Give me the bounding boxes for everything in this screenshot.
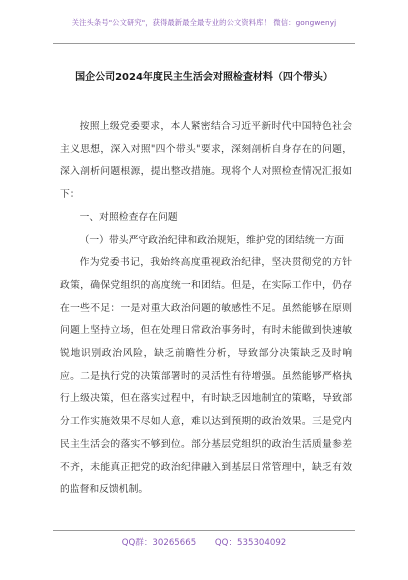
header-note: 关注头条号"公文研究"，获得最新最全最专业的公文资料库！ 微信：gongwenyj bbox=[71, 18, 337, 27]
body-paragraph: 作为党委书记，我始终高度重视政治纪律，坚决贯彻党的方针政策，确保党组织的高度统一和团结。但是，在实际工作中，仍存在一些不足：一是对重大政治问题的敏感性不足。虽然能够在原则问题上坚持立场，但在处理日常政治事务时，有时未能做到快速敏锐地识别政治风险，缺乏前瞻性分析，导致部分决策缺乏及时响应。二是执行党的决策部署时的灵活性有待增强。虽然能够严格执行上级决策，但在落实过程中，有时缺乏因地制宜的策略，导致部分工作实施效果不尽如人意，难以达到预期的政治效果。三是党内民主生活会的落实不够到位。部分基层党组织的政治生活质量参差不齐，未能真正把党的政治纪律融入到基层日常管理中，缺乏有效的监督和反馈机制。 bbox=[60, 257, 352, 496]
footer-qq: QQ：535304092 bbox=[214, 538, 287, 548]
section-heading: 一、对照检查存在问题 bbox=[79, 211, 178, 223]
intro-paragraph: 按照上级党委要求，本人紧密结合习近平新时代中国特色社会主义思想，深入对照"四个带头"要求，深刻剖析自身存在的问题，深入剖析问题根源，提出整改措施。现将个人对照检查情况汇报如下： bbox=[60, 121, 352, 201]
document-body bbox=[60, 116, 352, 502]
footer-divider bbox=[53, 530, 355, 531]
footer-qq-group: QQ群：30265665 bbox=[121, 538, 197, 548]
header-divider bbox=[53, 43, 355, 44]
subsection-heading: （一）带头严守政治纪律和政治规矩，维护党的团结统一方面 bbox=[79, 234, 345, 246]
document-title: 国企公司2024年度民主生活会对照检查材料（四个带头） bbox=[75, 72, 333, 83]
footer-contact bbox=[0, 536, 408, 548]
